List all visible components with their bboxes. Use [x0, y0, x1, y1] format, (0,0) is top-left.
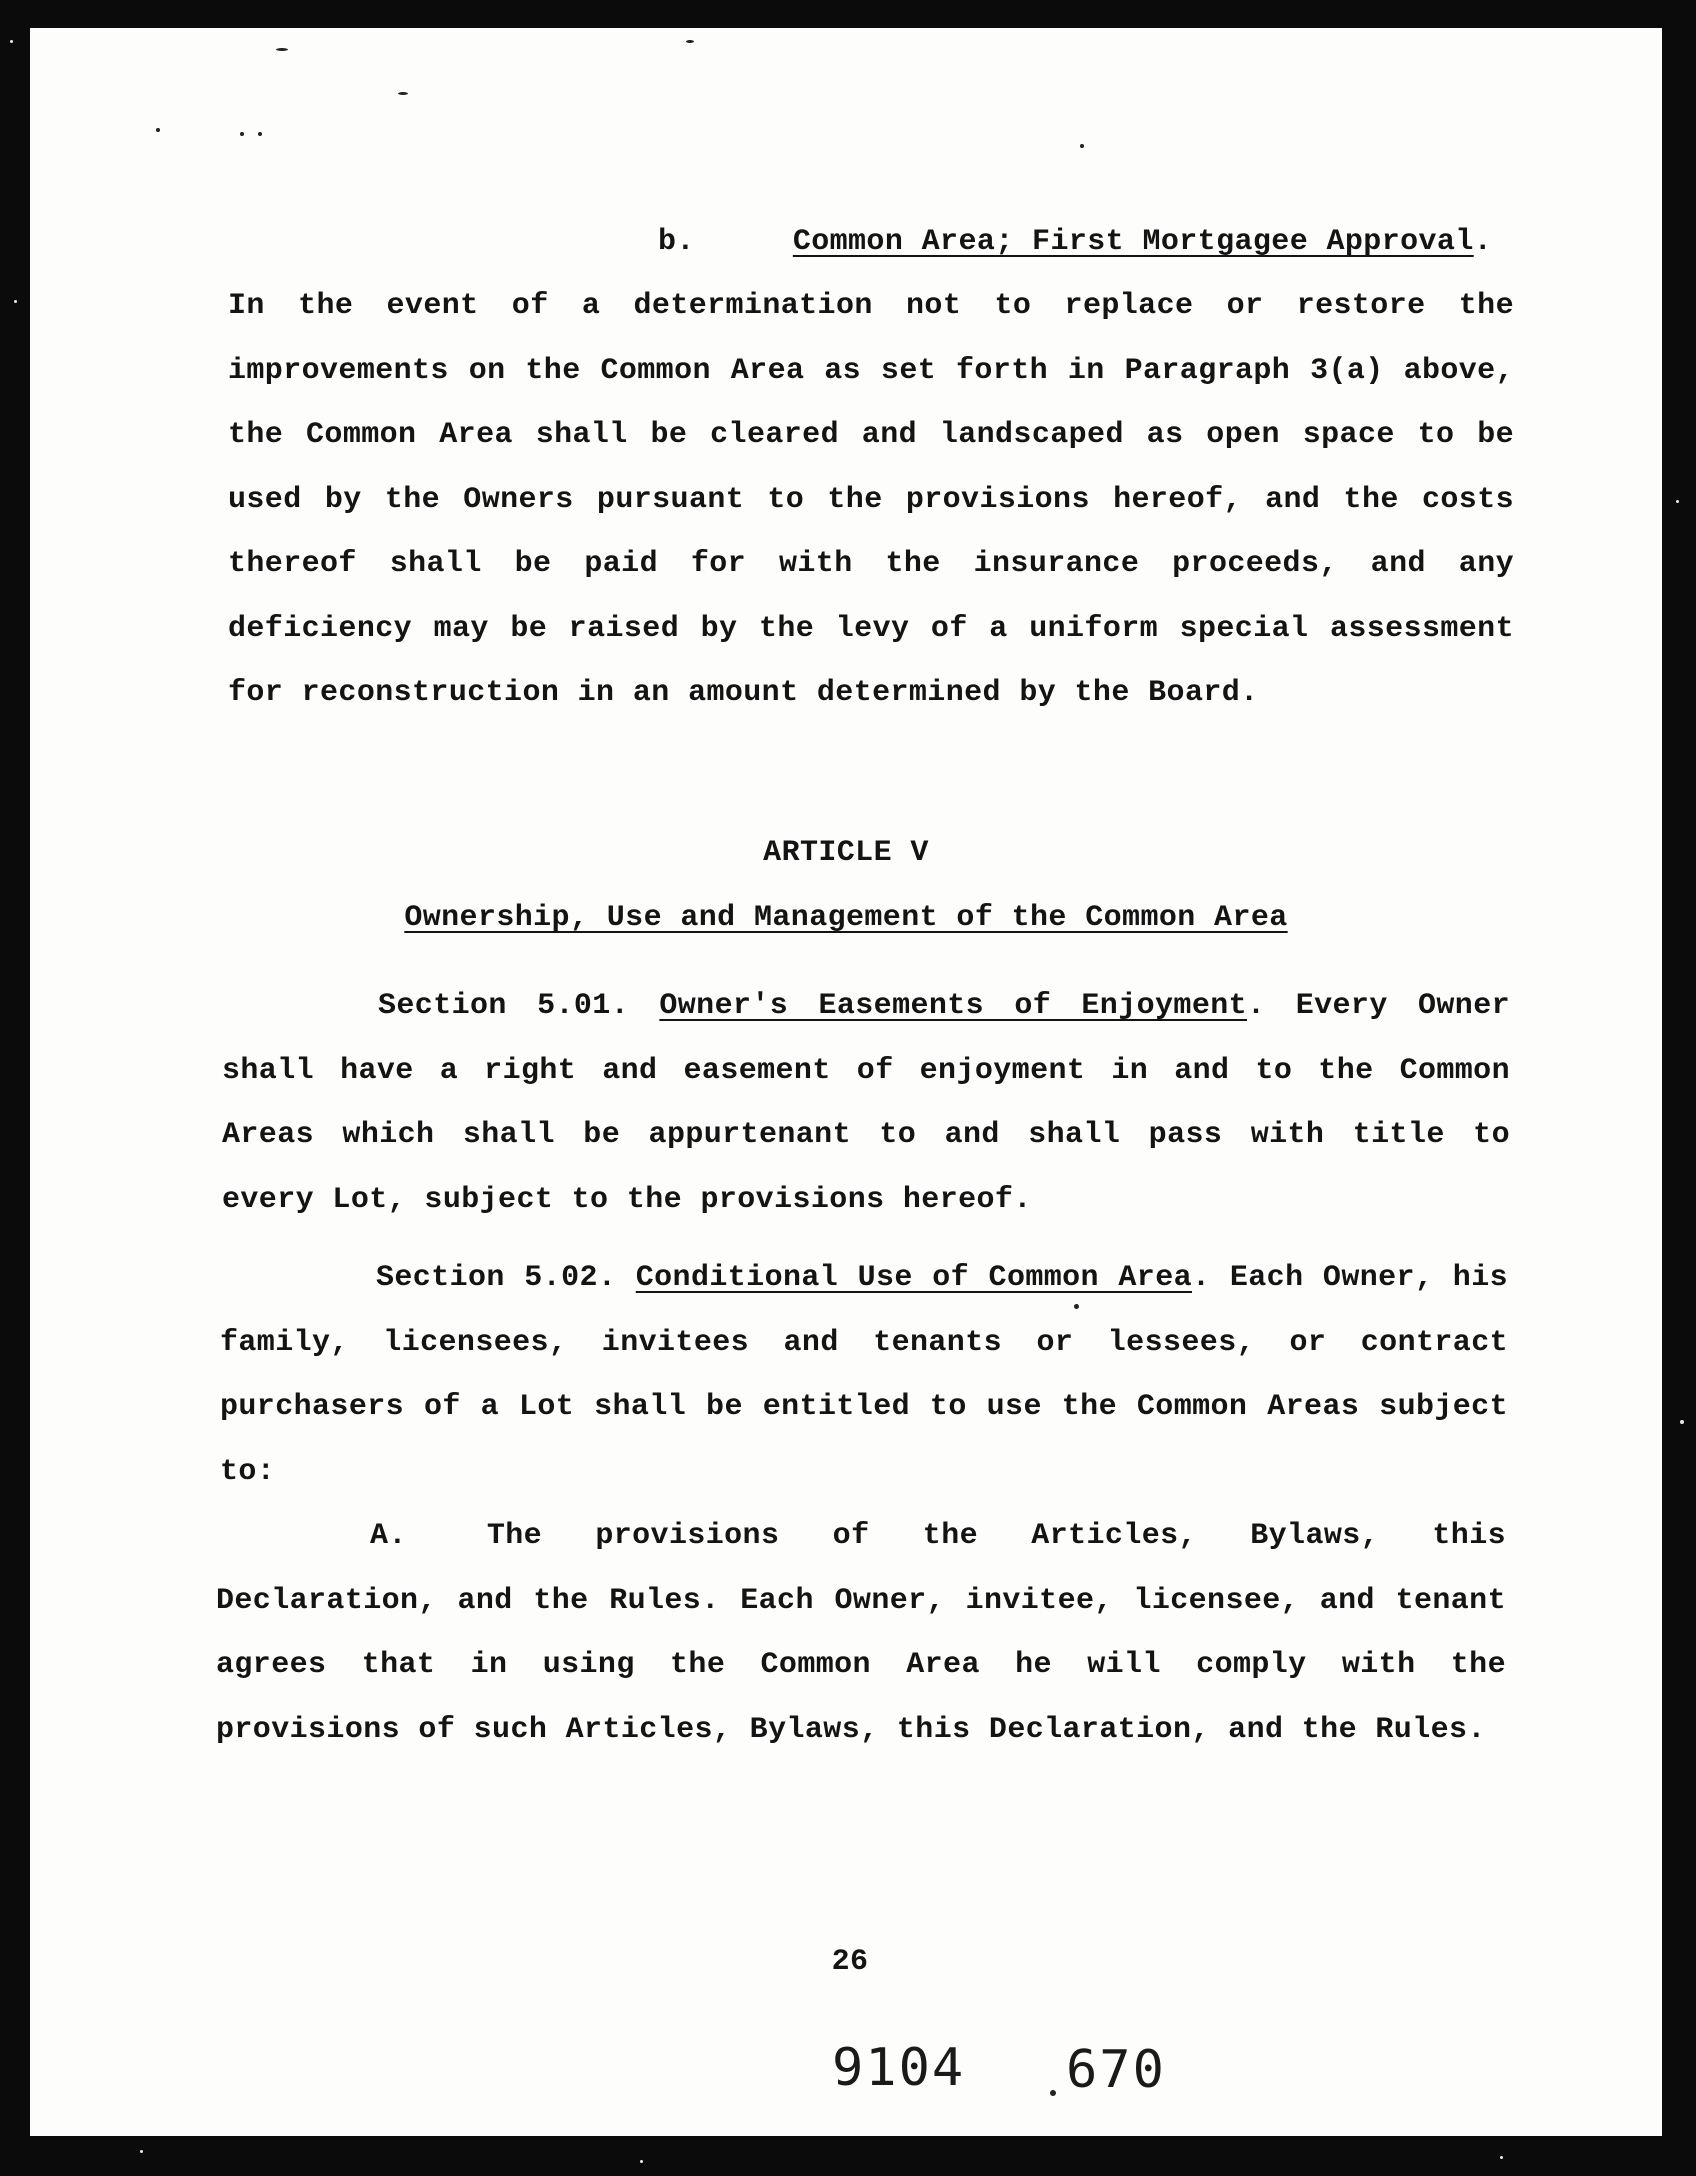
scan-speck: [156, 128, 160, 132]
border-speck: [640, 2160, 643, 2163]
scan-speck: [686, 40, 694, 43]
item-a-label: A.: [370, 1519, 407, 1553]
scan-speck: [398, 92, 408, 95]
scan-speck: [258, 132, 262, 136]
subsection-b-label: b.: [658, 225, 695, 259]
stamp-number-right: 670: [1066, 2040, 1166, 2100]
item-a-body: The provisions of the Articles, Bylaws, this Declaration, and the Rules. Each Owner, invitee, licensee, and tenant agrees that in using the Common Area he will comply with the provisions of such Articles, Bylaws, this Declaration, and the Rules.: [216, 1519, 1506, 1747]
subsection-b-title: Common Area; First Mortgagee Approval: [792, 225, 1474, 259]
subsection-b-heading: [658, 222, 1558, 262]
section-501-body: . Every Owner shall have a right and easement of enjoyment in and to the Common Areas which shall be appurtenant to and shall pass with title to every Lot, subject to the provisions hereof.: [222, 989, 1510, 1217]
stamp-number-left: 9104: [832, 2038, 966, 2098]
subsection-b-heading-end: .: [1473, 225, 1493, 259]
article-title-text: Ownership, Use and Management of the Common Area: [404, 901, 1288, 935]
section-502: [220, 1246, 1508, 1504]
scan-speck: [240, 132, 244, 136]
section-502-label: Section 5.02.: [376, 1261, 617, 1295]
scan-speck: [276, 48, 288, 51]
border-speck: [1676, 500, 1679, 503]
document-page: [30, 28, 1662, 2136]
stamp-dot: [1050, 2090, 1056, 2096]
border-speck: [140, 2150, 143, 2153]
item-a: [216, 1504, 1506, 1762]
subsection-b-body: In the event of a determination not to replace or restore the improvements on the Common Area as set forth in Paragraph 3(a) above, the Common Area shall be cleared and landscaped as open space to be used by the Owners pursuant to the provisions hereof, and the costs thereof shall be paid for with the insurance proceeds, and any deficiency may be raised by the levy of a uniform special assessment for reconstruction in an amount determined by the Board.: [228, 289, 1514, 710]
section-502-heading: Conditional Use of Common Area: [635, 1261, 1193, 1295]
section-501: [222, 974, 1510, 1232]
border-speck: [10, 40, 13, 43]
section-501-label: Section 5.01.: [378, 989, 630, 1023]
scan-speck: [1080, 144, 1084, 148]
page-number: 26: [831, 1945, 869, 1979]
border-speck: [1500, 2156, 1503, 2159]
border-speck: [14, 300, 17, 303]
section-502-body: . Each Owner, his family, licensees, invitees and tenants or lessees, or contract purchasers of a Lot shall be entitled to use the Common Areas subject to:: [220, 1261, 1508, 1489]
article-number: ARTICLE V: [763, 836, 929, 870]
section-501-heading: Owner's Easements of Enjoyment: [659, 989, 1248, 1023]
border-speck: [1680, 1420, 1684, 1424]
article-title: [360, 898, 1332, 938]
